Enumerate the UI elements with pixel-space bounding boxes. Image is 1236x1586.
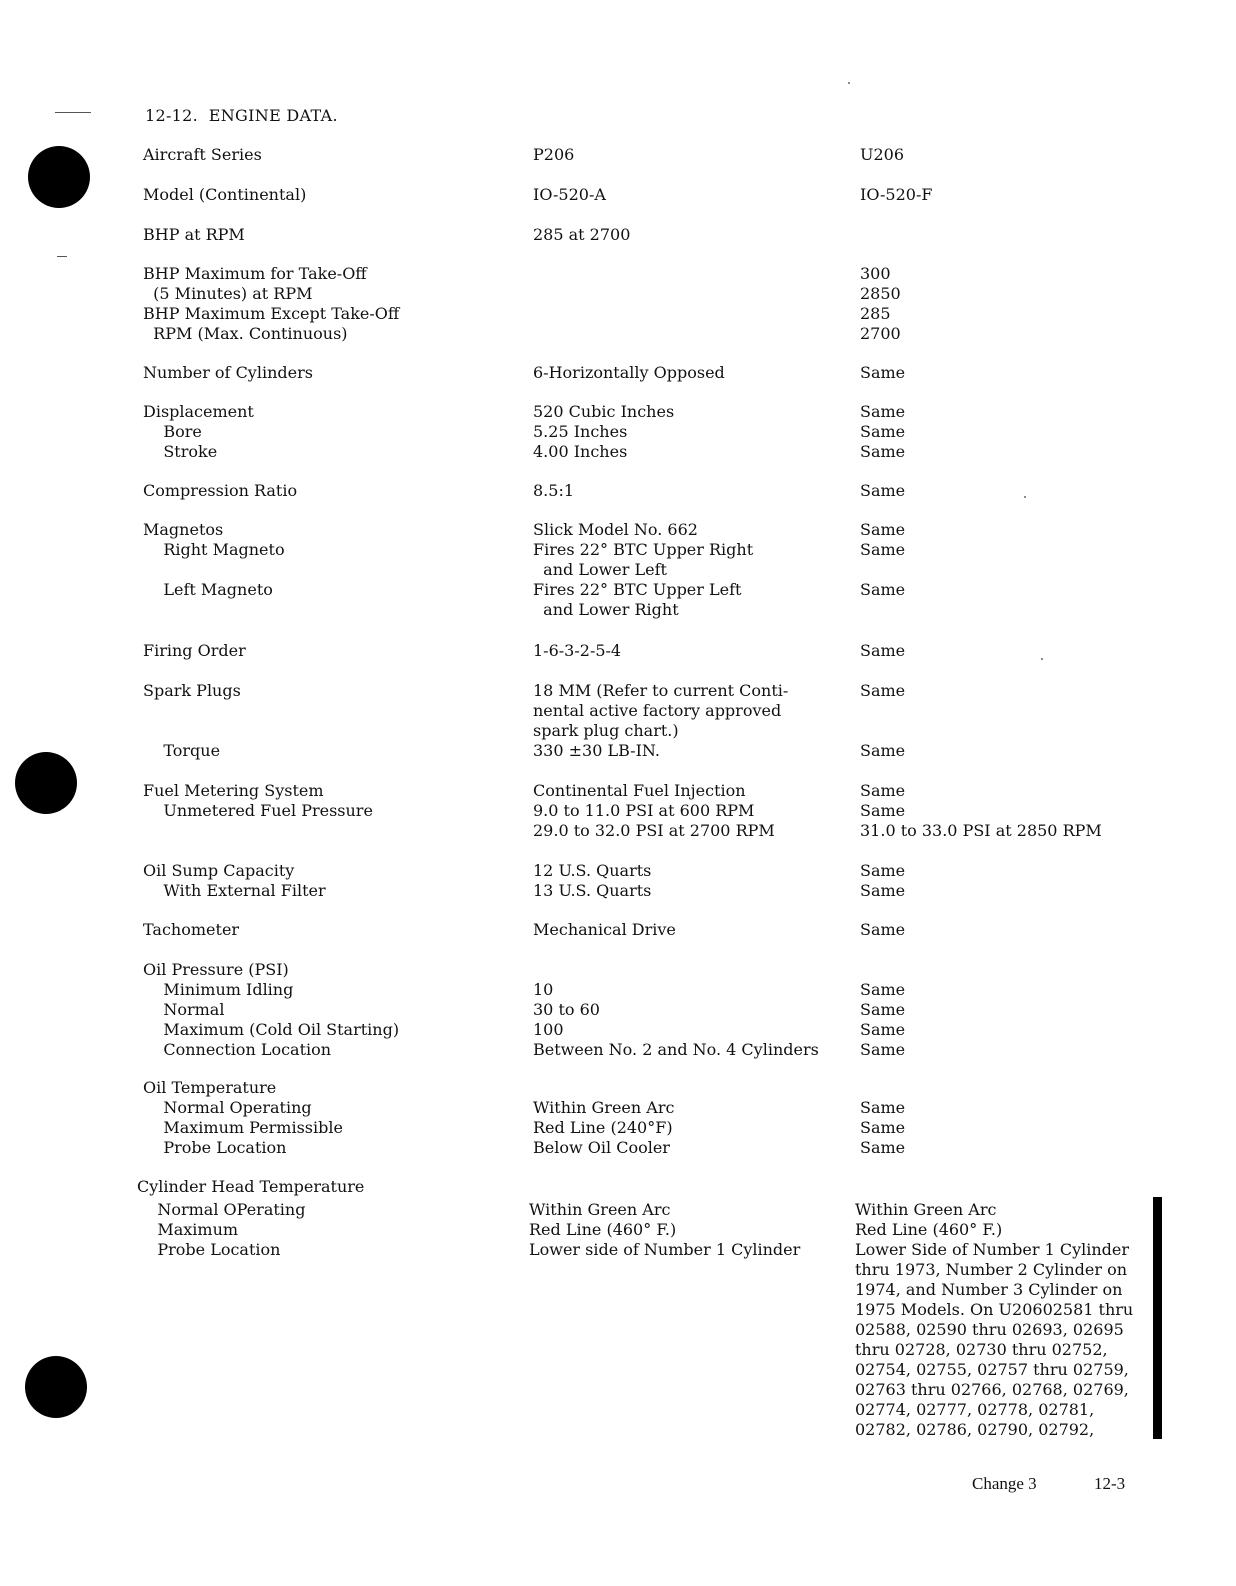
cell-col1: With External Filter (143, 881, 326, 900)
footer-page-number: 12-3 (1094, 1474, 1126, 1493)
cell-col1: Magnetos (143, 520, 224, 539)
cell-col3: Same (860, 520, 906, 539)
cell-col1: Fuel Metering System (143, 781, 324, 800)
cell-col1: Cylinder Head Temperature (137, 1177, 365, 1196)
cell-col2: 18 MM (Refer to current Conti- (533, 681, 789, 700)
cell-col2: Red Line (240°F) (533, 1118, 673, 1137)
cell-col2: 10 (533, 980, 554, 999)
cell-col1: Displacement (143, 402, 254, 421)
scan-dot (1041, 658, 1043, 660)
cell-col3: IO-520-F (860, 185, 933, 204)
cell-col2: Within Green Arc (529, 1200, 671, 1219)
cell-col3: 1974, and Number 3 Cylinder on (855, 1280, 1123, 1299)
cell-col2: 1-6-3-2-5-4 (533, 641, 622, 660)
cell-col2: Continental Fuel Injection (533, 781, 746, 800)
cell-col3: 2850 (860, 284, 901, 303)
cell-col2: 4.00 Inches (533, 442, 628, 461)
cell-col3: Same (860, 540, 906, 559)
cell-col3: thru 1973, Number 2 Cylinder on (855, 1260, 1128, 1279)
cell-col3: Same (860, 1000, 906, 1019)
cell-col1: Normal (143, 1000, 225, 1019)
cell-col3: Same (860, 881, 906, 900)
cell-col2: 29.0 to 32.0 PSI at 2700 RPM (533, 821, 775, 840)
cell-col2: P206 (533, 145, 575, 164)
binder-hole-bottom (25, 1356, 87, 1418)
cell-col3: 285 (860, 304, 891, 323)
cell-col3: U206 (860, 145, 905, 164)
cell-col1: Connection Location (143, 1040, 332, 1059)
cell-col3: 1975 Models. On U20602581 thru (855, 1300, 1134, 1319)
cell-col3: Lower Side of Number 1 Cylinder (855, 1240, 1130, 1259)
scan-mark (55, 112, 91, 113)
cell-col3: 02782, 02786, 02790, 02792, (855, 1420, 1095, 1439)
cell-col2: 9.0 to 11.0 PSI at 600 RPM (533, 801, 755, 820)
cell-col1: Oil Temperature (143, 1078, 277, 1097)
cell-col2: Fires 22° BTC Upper Right (533, 540, 754, 559)
change-bar (1153, 1197, 1162, 1439)
cell-col2: Slick Model No. 662 (533, 520, 698, 539)
cell-col2: 13 U.S. Quarts (533, 881, 652, 900)
cell-col3: Same (860, 741, 906, 760)
cell-col3: Same (860, 920, 906, 939)
cell-col2: Between No. 2 and No. 4 Cylinders (533, 1040, 819, 1059)
cell-col1: Aircraft Series (143, 145, 262, 164)
cell-col3: 300 (860, 264, 891, 283)
cell-col1: Maximum (Cold Oil Starting) (143, 1020, 400, 1039)
cell-col1: Normal Operating (143, 1098, 312, 1117)
cell-col2: Within Green Arc (533, 1098, 675, 1117)
cell-col2: 285 at 2700 (533, 225, 631, 244)
cell-col2: 100 (533, 1020, 564, 1039)
cell-col1: Right Magneto (143, 540, 285, 559)
cell-col2: Mechanical Drive (533, 920, 676, 939)
cell-col1: Tachometer (143, 920, 240, 939)
cell-col3: 02588, 02590 thru 02693, 02695 (855, 1320, 1124, 1339)
cell-col1: BHP Maximum Except Take-Off (143, 304, 400, 323)
cell-col3: 31.0 to 33.0 PSI at 2850 RPM (860, 821, 1102, 840)
cell-col3: Same (860, 801, 906, 820)
cell-col3: 02774, 02777, 02778, 02781, (855, 1400, 1095, 1419)
cell-col3: 02763 thru 02766, 02768, 02769, (855, 1380, 1129, 1399)
cell-col3: Red Line (460° F.) (855, 1220, 1003, 1239)
cell-col2: and Lower Left (533, 560, 667, 579)
cell-col2: 8.5:1 (533, 481, 575, 500)
cell-col3: Same (860, 1040, 906, 1059)
cell-col3: Same (860, 681, 906, 700)
cell-col1: Oil Sump Capacity (143, 861, 295, 880)
cell-col1: Number of Cylinders (143, 363, 313, 382)
cell-col3: Same (860, 1138, 906, 1157)
cell-col2: and Lower Right (533, 600, 679, 619)
cell-col3: Within Green Arc (855, 1200, 997, 1219)
cell-col1: Maximum Permissible (143, 1118, 343, 1137)
cell-col1: Spark Plugs (143, 681, 241, 700)
cell-col2: Lower side of Number 1 Cylinder (529, 1240, 801, 1259)
cell-col2: 6-Horizontally Opposed (533, 363, 725, 382)
cell-col1: BHP Maximum for Take-Off (143, 264, 367, 283)
cell-col1: Bore (143, 422, 202, 441)
cell-col2: nental active factory approved (533, 701, 782, 720)
section-title: 12-12. ENGINE DATA. (145, 106, 338, 125)
cell-col1: Maximum (137, 1220, 239, 1239)
cell-col3: Same (860, 363, 906, 382)
cell-col1: Torque (143, 741, 221, 760)
scan-dot (1024, 496, 1026, 498)
cell-col3: Same (860, 1020, 906, 1039)
cell-col2: 5.25 Inches (533, 422, 628, 441)
cell-col1: BHP at RPM (143, 225, 245, 244)
cell-col3: Same (860, 402, 906, 421)
cell-col1: Stroke (143, 442, 218, 461)
scan-mark (57, 256, 67, 257)
cell-col1: Normal OPerating (137, 1200, 306, 1219)
cell-col2: 330 ±30 LB-IN. (533, 741, 660, 760)
cell-col2: Below Oil Cooler (533, 1138, 670, 1157)
cell-col3: Same (860, 781, 906, 800)
binder-hole-middle (15, 752, 77, 814)
cell-col2: Fires 22° BTC Upper Left (533, 580, 742, 599)
scan-dot (848, 82, 850, 84)
cell-col1: Compression Ratio (143, 481, 298, 500)
cell-col1: Left Magneto (143, 580, 273, 599)
cell-col1: Oil Pressure (PSI) (143, 960, 289, 979)
cell-col2: IO-520-A (533, 185, 606, 204)
cell-col1: (5 Minutes) at RPM (143, 284, 313, 303)
cell-col3: Same (860, 481, 906, 500)
cell-col1: Model (Continental) (143, 185, 307, 204)
cell-col3: Same (860, 641, 906, 660)
cell-col3: Same (860, 1118, 906, 1137)
cell-col1: Unmetered Fuel Pressure (143, 801, 373, 820)
cell-col3: Same (860, 861, 906, 880)
cell-col1: Minimum Idling (143, 980, 294, 999)
footer-change: Change 3 (972, 1474, 1037, 1493)
cell-col3: thru 02728, 02730 thru 02752, (855, 1340, 1108, 1359)
cell-col2: 12 U.S. Quarts (533, 861, 652, 880)
cell-col3: 2700 (860, 324, 901, 343)
cell-col3: Same (860, 442, 906, 461)
binder-hole-top (28, 146, 90, 208)
cell-col3: Same (860, 580, 906, 599)
cell-col3: Same (860, 980, 906, 999)
cell-col2: 30 to 60 (533, 1000, 600, 1019)
cell-col1: Probe Location (137, 1240, 281, 1259)
cell-col3: Same (860, 422, 906, 441)
cell-col3: 02754, 02755, 02757 thru 02759, (855, 1360, 1129, 1379)
cell-col1: Probe Location (143, 1138, 287, 1157)
cell-col2: Red Line (460° F.) (529, 1220, 677, 1239)
cell-col1: RPM (Max. Continuous) (143, 324, 348, 343)
cell-col2: 520 Cubic Inches (533, 402, 675, 421)
cell-col2: spark plug chart.) (533, 721, 679, 740)
cell-col3: Same (860, 1098, 906, 1117)
cell-col1: Firing Order (143, 641, 246, 660)
